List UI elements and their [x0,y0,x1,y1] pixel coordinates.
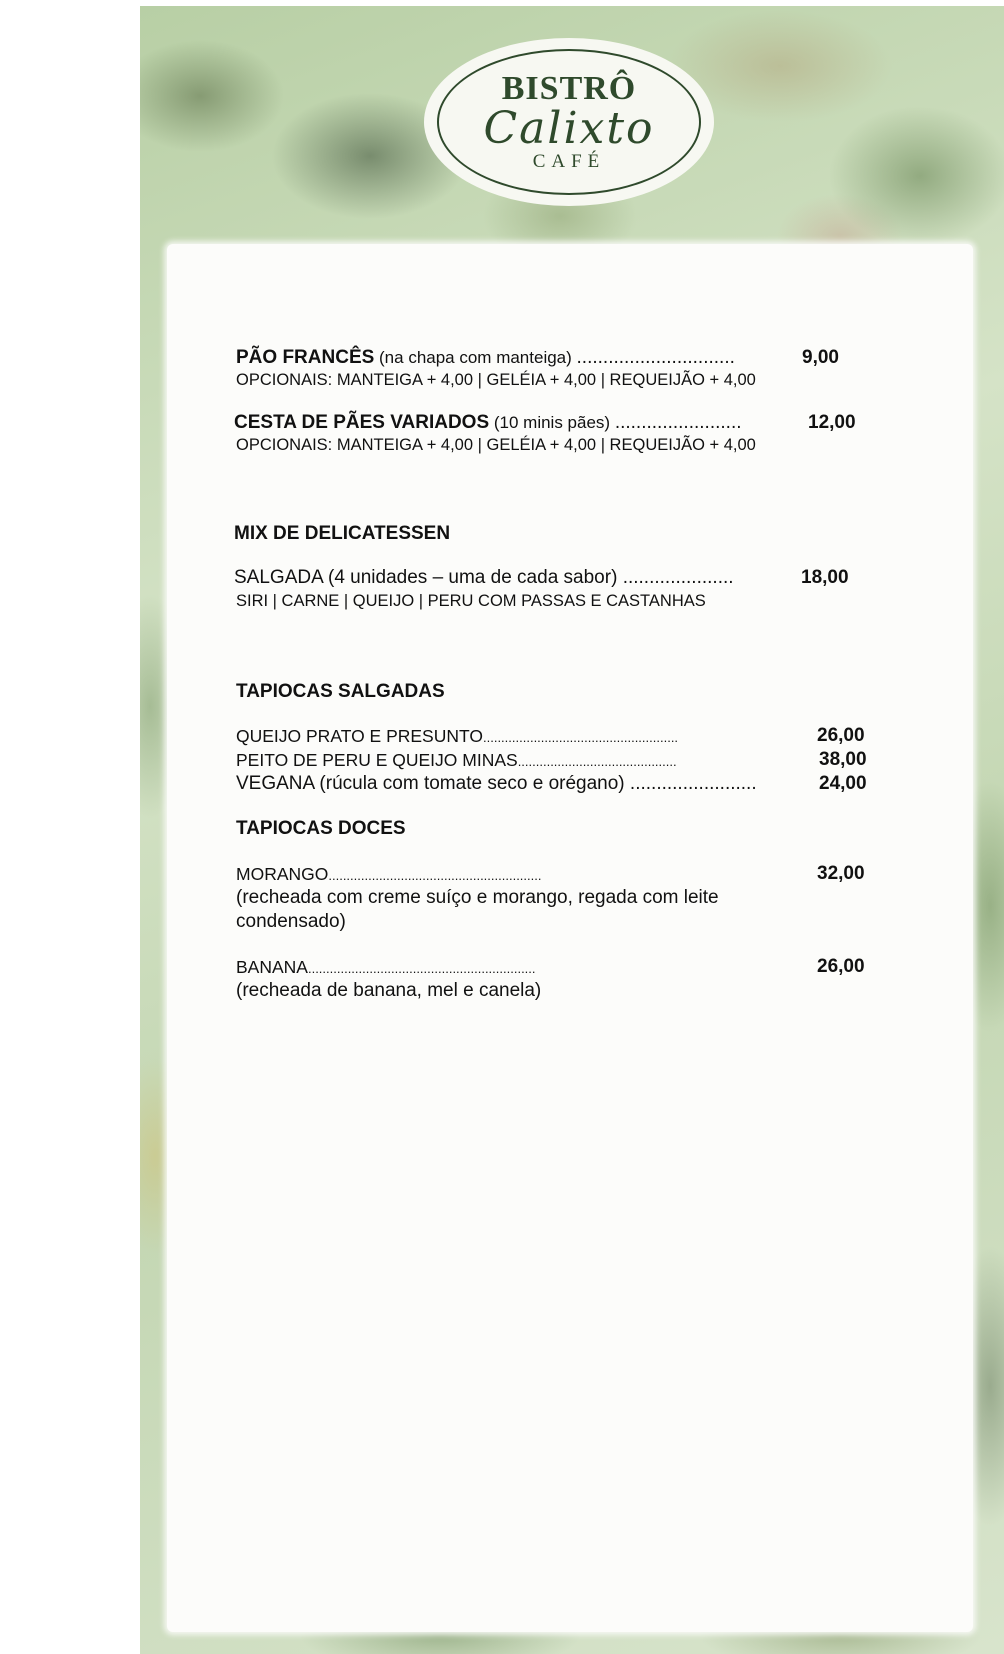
menu-item-salgada [234,566,734,590]
item-price: 32,00 [817,863,865,884]
item-dots: ..................... [622,567,734,588]
menu-item-cesta-paes [234,411,742,435]
item-name: PEITO DE PERU E QUEIJO MINAS [236,750,518,770]
item-price: 24,00 [819,773,867,794]
logo-subtitle: CAFÉ [532,151,606,172]
menu-item-vegana [236,772,757,796]
section-heading-tapiocas-salgadas: TAPIOCAS SALGADAS [236,681,445,702]
item-price: 26,00 [817,725,865,746]
item-dots: .............................. [576,347,735,368]
item-description: (recheada com creme suíço e morango, regada com leite condensado) [236,887,719,932]
item-detail: (na chapa com manteiga) [374,348,577,367]
item-name: VEGANA (rúcula com tomate seco e orégano) [236,773,630,794]
item-price: 9,00 [802,347,839,368]
item-name: PÃO FRANCÊS [236,347,375,368]
logo-script-name: Calixto [483,103,655,154]
item-dots: ...................................................... [483,730,679,745]
logo-oval [437,49,701,195]
item-note: SIRI | CARNE | QUEIJO | PERU COM PASSAS E CASTANHAS [236,592,706,610]
item-description: (recheada de banana, mel e canela) [236,980,542,1001]
item-note: OPCIONAIS: MANTEIGA + 4,00 | GELÉIA + 4,00 | REQUEIJÃO + 4,00 [236,371,756,389]
menu-item-banana [236,955,536,981]
section-heading-delicatessen: MIX DE DELICATESSEN [234,523,451,544]
item-dots: ........................ [614,412,742,433]
item-detail: (10 minis pães) [489,413,615,432]
item-name: MORANGO [236,864,329,884]
bistro-logo [424,38,714,206]
item-dots: ........................ [629,773,757,794]
item-name: QUEIJO PRATO E PRESUNTO [236,726,483,746]
item-dots: ............................................................... [307,961,536,976]
menu-item-morango [236,862,541,888]
menu-item-pao-frances [236,346,735,370]
item-name: BANANA [236,957,308,977]
item-price: 18,00 [801,567,849,588]
menu-item-queijo-prato [236,724,678,750]
menu-item-peito-peru [236,748,677,774]
logo-title: BISTRÔ [501,70,637,107]
item-price: 38,00 [819,749,867,770]
item-price: 26,00 [817,956,865,977]
item-dots: ........................................................... [328,868,542,883]
item-note: OPCIONAIS: MANTEIGA + 4,00 | GELÉIA + 4,00 | REQUEIJÃO + 4,00 [236,436,756,454]
section-heading-tapiocas-doces: TAPIOCAS DOCES [236,818,406,839]
item-name: CESTA DE PÃES VARIADOS [234,412,490,433]
item-name: SALGADA (4 unidades – uma de cada sabor) [234,567,623,588]
item-price: 12,00 [808,412,856,433]
item-dots: ............................................ [517,754,677,769]
